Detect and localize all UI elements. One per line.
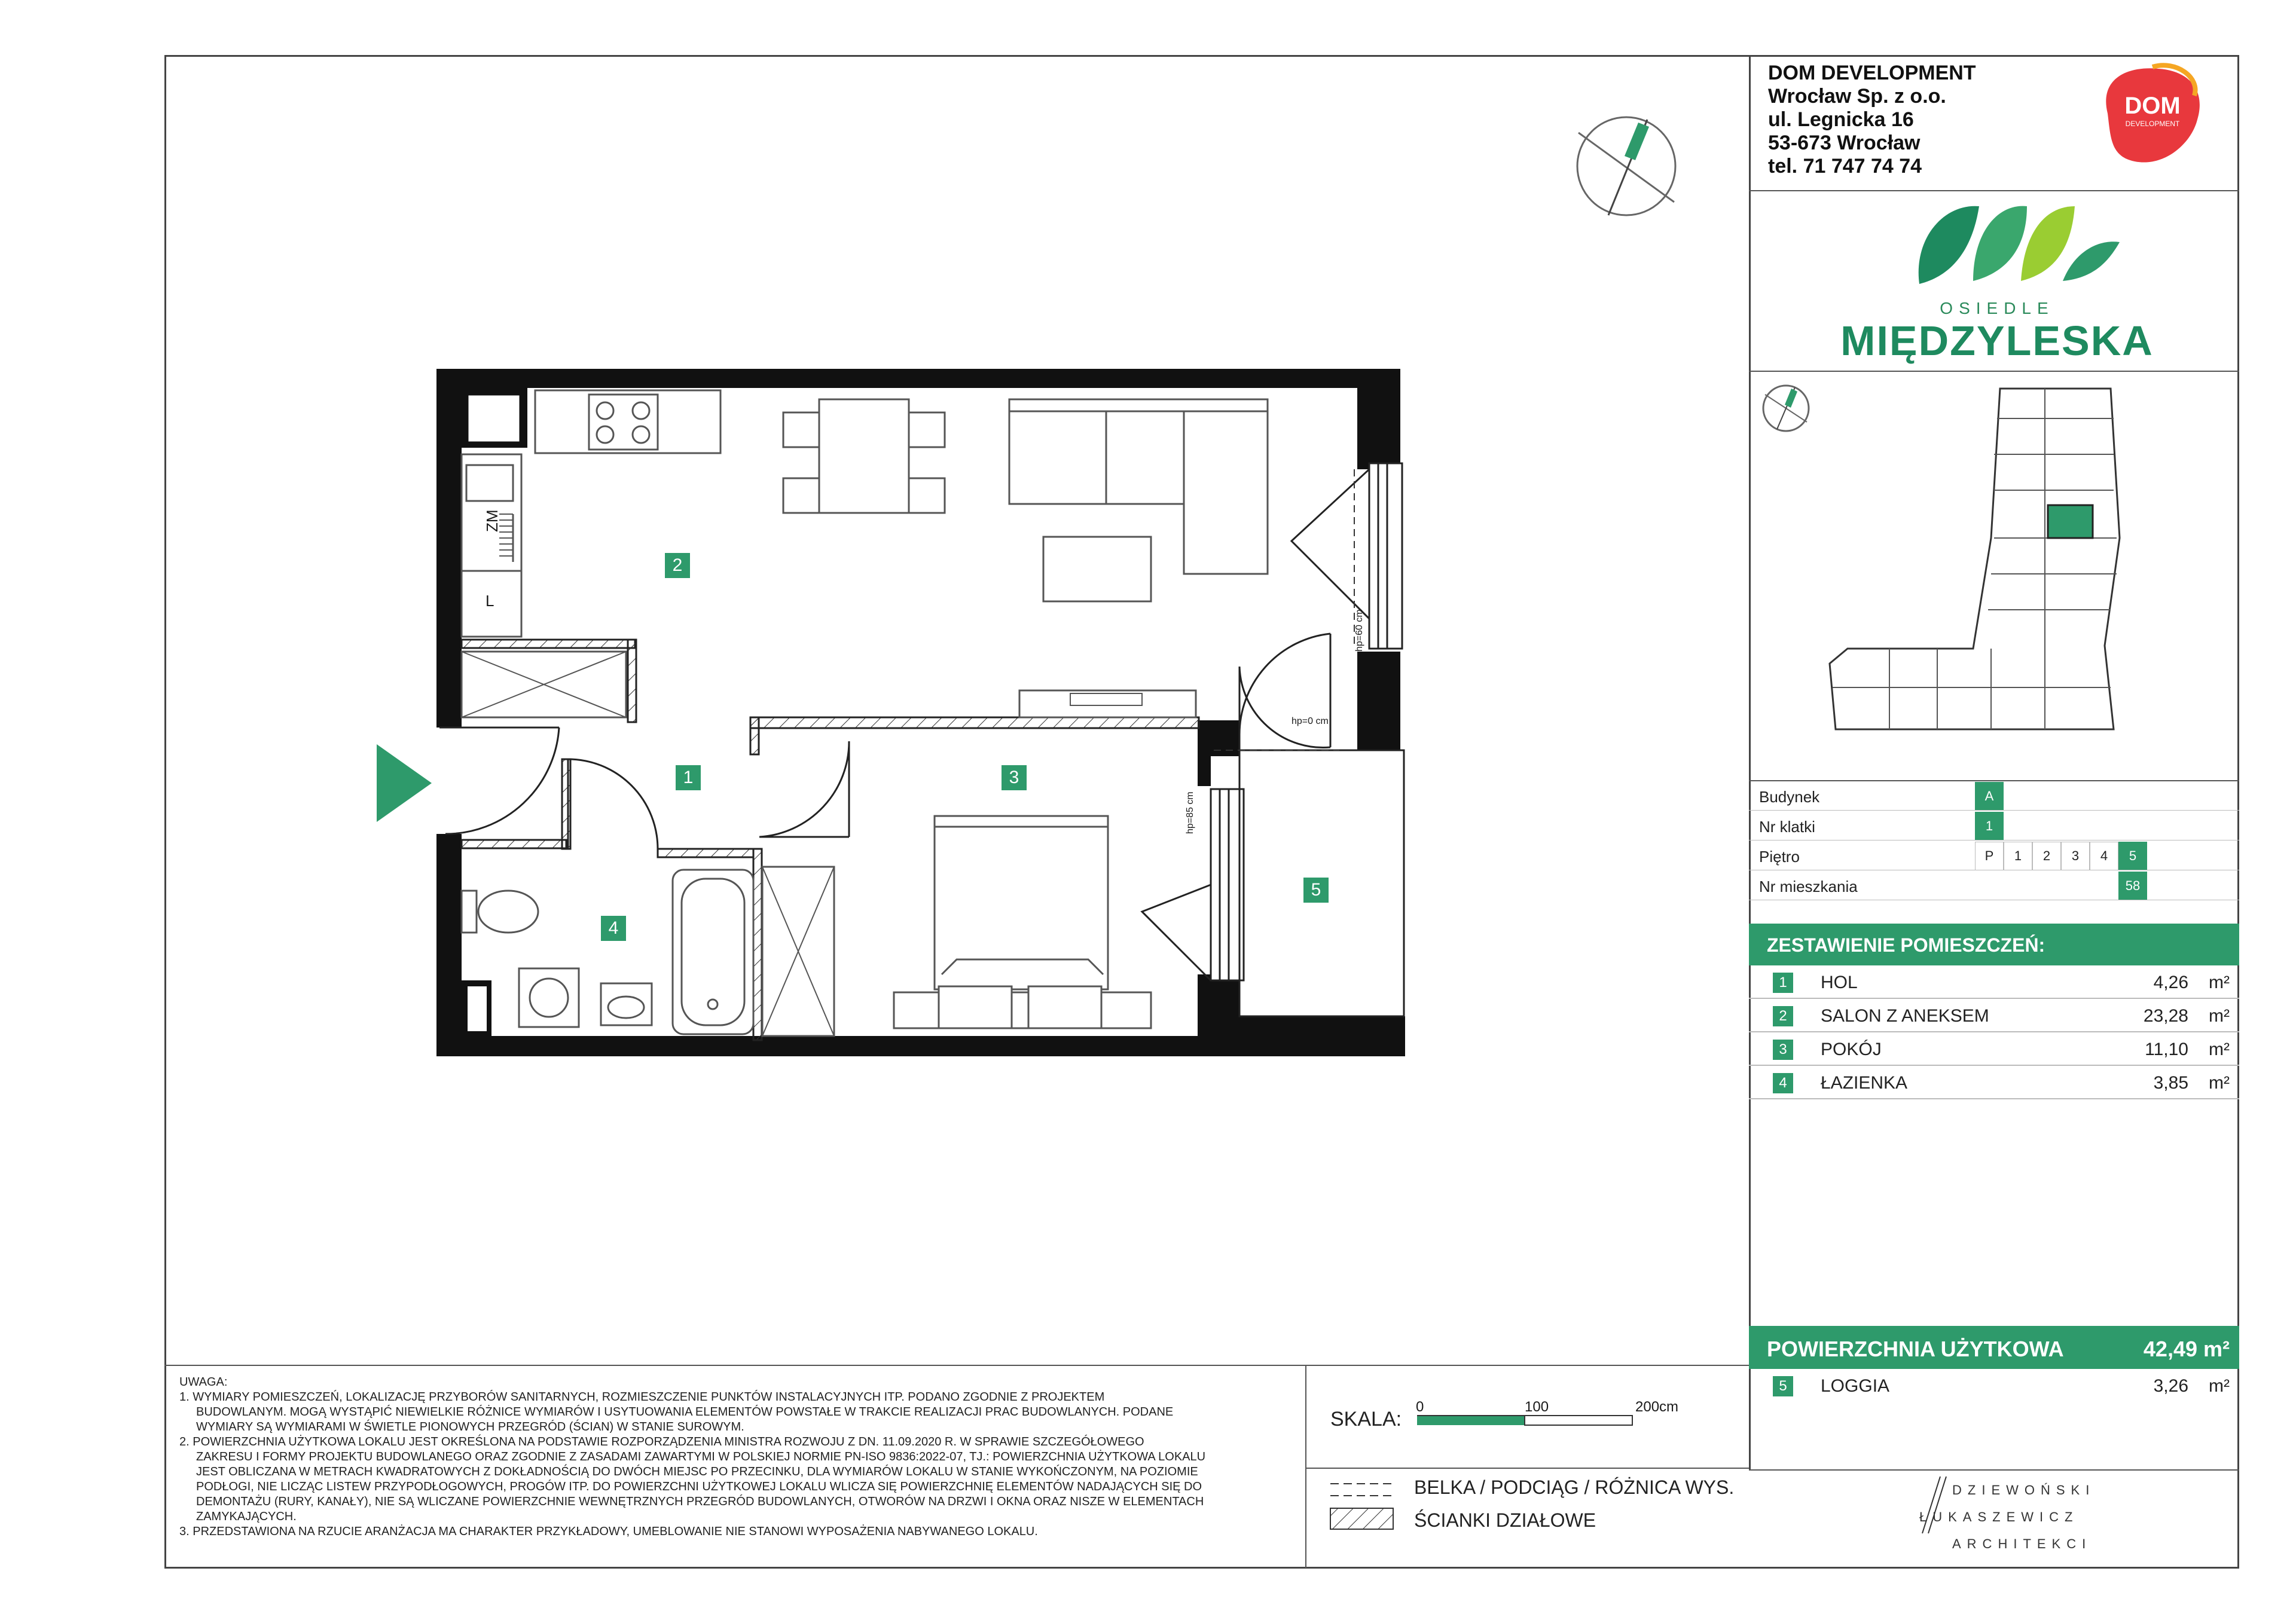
notes-line: ZAKRESU I FORMY PROJEKTU BUDOWLANEGO ORAZ ZGODNIE Z ZASADAMI ZAWARTYMI W POLSKIEJ NORMIE PN-ISO 9836:2022-07, TJ.: POWIERZCHNIA UŻYTKOWA LOKALU [196, 1450, 1206, 1463]
floor-cell: 4 [2090, 842, 2118, 870]
partition-hall-bath [462, 840, 566, 848]
room-num: 3 [1773, 1040, 1793, 1060]
floor-cell: 3 [2061, 842, 2090, 870]
notes-line: BUDOWLANYM. MOGĄ WYSTĄPIĆ NIEWIELKIE RÓŻNICE WYMIARÓW I USYTUOWANIA ELEMENTÓW POWSTAŁE W TRAKCIE REALIZACJI PRAC BUDOWLANYCH. PODANE [196, 1405, 1174, 1419]
notes-line: 1. WYMIARY POMIESZCZEŃ, LOKALIZACJĘ PRZYBORÓW SANITARNYCH, ROZMIESZCZENIE PUNKTÓW INSTALACYJNYCH ITP. PODANO ZGODNIE Z PROJEKTEM [179, 1390, 1105, 1404]
wall-pier-3 [1198, 756, 1211, 786]
dining-table [819, 399, 909, 513]
room-tag-4: 4 [601, 916, 626, 941]
total-area-value: 42,49 m² [2143, 1337, 2230, 1361]
total-area-label: POWIERZCHNIA UŻYTKOWA [1767, 1337, 2064, 1361]
partition-stub [750, 717, 759, 754]
floor-cell: 2 [2032, 842, 2061, 870]
staircase-value: 1 [1975, 812, 2004, 840]
compass-small-icon [1763, 386, 1809, 431]
room-row [1749, 1032, 2239, 1066]
wall-loggia-bottom [1238, 1016, 1405, 1056]
building-label: Budynek [1759, 788, 1820, 806]
wall-right-2 [1357, 652, 1400, 750]
scale-tick: 0 [1416, 1399, 1424, 1415]
floor-cell-selected: 5 [2118, 842, 2147, 870]
scale-tick: 200cm [1635, 1399, 1679, 1415]
wall-right-1 [1357, 369, 1400, 469]
room-unit: m² [2209, 1073, 2230, 1093]
total-area-bar [1749, 1326, 2239, 1369]
dom-logo-text: DOM [2124, 93, 2181, 119]
notes [179, 1375, 1297, 1539]
room-row [1749, 965, 2239, 999]
room-area: 23,28 [2143, 1006, 2188, 1026]
bottom-divider [164, 1365, 1749, 1366]
height-note: hp=85 cm [1185, 791, 1195, 834]
divider [1305, 1468, 1749, 1469]
notes-title: UWAGA: [179, 1376, 228, 1389]
partition-bath-top [658, 849, 753, 857]
toilet-tank [462, 891, 477, 933]
building-key-plan [1830, 389, 2120, 729]
partition-kitchen-v [628, 640, 636, 722]
bed [894, 816, 1151, 1028]
room-unit: m² [2209, 1040, 2230, 1059]
kitchen-label-zm: ZM [483, 509, 501, 532]
room-tag-2: 2 [665, 553, 690, 578]
room-area: 3,85 [2153, 1073, 2188, 1093]
notes-line: 2. POWIERZCHNIA UŻYTKOWA LOKALU JEST OKREŚLONA NA PODSTAWIE ROZPORZĄDZENIA MINISTRA ROZWOJU Z DN. 11.09.2020 R. W SPRAWIE SZCZEGÓŁOWEGO [179, 1435, 1144, 1448]
chair [909, 412, 945, 447]
window-living [1369, 463, 1402, 649]
kitchen-label-l: L [486, 592, 494, 610]
company-info [1768, 62, 1976, 178]
height-note: hp=0 cm [1292, 716, 1329, 726]
company-city: 53-673 Wrocław [1768, 132, 1921, 154]
room-tag-5: 5 [1303, 878, 1329, 903]
scale-bar [1417, 1416, 1632, 1425]
divider [1749, 780, 2239, 781]
legend-partitions: ŚCIANKI DZIAŁOWE [1414, 1509, 1596, 1531]
room-area: 3,26 [2153, 1376, 2188, 1396]
company-branch: Wrocław Sp. z o.o. [1768, 85, 1946, 108]
room-row [1749, 1066, 2239, 1099]
washing-machine [519, 968, 579, 1027]
height-note: hp=60 cm [1354, 609, 1364, 652]
building-value: A [1975, 782, 2004, 811]
rooms-summary-title: ZESTAWIENIE POMIESZCZEŃ: [1767, 934, 2045, 956]
room-name: POKÓJ [1821, 1040, 1882, 1059]
chair [783, 478, 819, 513]
wall-left-lower [436, 834, 462, 1056]
company-phone: tel. 71 747 74 74 [1768, 155, 1922, 178]
legend-symbols [1330, 1484, 1393, 1529]
chair [783, 412, 819, 447]
room-name: LOGGIA [1821, 1376, 1890, 1396]
room-row [1749, 999, 2239, 1032]
room-area: 11,10 [2145, 1040, 2188, 1059]
room-name: SALON Z ANEKSEM [1821, 1006, 1989, 1026]
apartment-label: Nr mieszkania [1759, 878, 1858, 895]
wall-left-upper [436, 369, 462, 728]
floor-label: Piętro [1759, 848, 1800, 866]
architect-line2: ŁUKASZEWICZ [1919, 1509, 2079, 1524]
brand-subtitle: OSIEDLE [1940, 299, 2054, 317]
rooms-summary-header [1749, 924, 2239, 965]
room-unit: m² [2209, 1376, 2230, 1396]
room-num: 4 [1773, 1073, 1793, 1093]
notes-line: JEST OBLICZANA W METRACH KWADRATOWYCH Z DOKŁADNOŚCIĄ DO DWÓCH MIEJSC PO PRZECINKU, DLA WYMIARÓW LOKALU W STANIE WYKOŃCZONYM, NA POZIOMIE [196, 1465, 1198, 1478]
grid-line [1749, 810, 2239, 811]
room-unit: m² [2209, 1006, 2230, 1026]
architect-line3: ARCHITEKCI [1952, 1536, 2092, 1551]
divider [1749, 371, 2239, 372]
room-unit: m² [2209, 973, 2230, 992]
company-street: ul. Legnicka 16 [1768, 108, 1914, 131]
compass-icon [1577, 117, 1675, 215]
wall-top [436, 369, 1399, 388]
company-name: DOM DEVELOPMENT [1768, 62, 1976, 84]
apartment-value: 58 [2118, 872, 2147, 900]
legend-beam: BELKA / PODCIĄG / RÓŻNICA WYS. [1414, 1477, 1735, 1498]
room-tag-3: 3 [1002, 765, 1027, 790]
coffee-table [1043, 537, 1151, 601]
brand-leaf-icon [1919, 206, 2120, 284]
partition-kitchen [462, 640, 635, 648]
toilet [478, 891, 538, 933]
room-area: 4,26 [2153, 973, 2188, 992]
notes-line: 3. PRZEDSTAWIONA NA RZUCIE ARANŻACJA MA CHARAKTER PRZYKŁADOWY, UMEBLOWANIE NIE STANOWI WYPOSAŻENIA NABYWANEGO LOKALU. [179, 1525, 1038, 1538]
room-num: 1 [1773, 973, 1793, 993]
notes-line: WYMIARY SĄ WYMIARAMI W ŚWIETLE PIONOWYCH PRZEGRÓD (ŚCIAN) W STANIE SUROWYM. [196, 1420, 744, 1434]
notes-line: DEMONTAŻU (RURY, KANAŁY), NIE SĄ WLICZANE POWIERZCHNIE WEWNĘTRZNYCH PRZEGRÓD BUDOWLANYCH, OTWORÓW NA DRZWI I OKNA ORAZ NISZE W ELEMENTACH [196, 1495, 1204, 1508]
floor-cell: P [1975, 842, 2004, 870]
dom-logo-subtext: DEVELOPMENT [2125, 120, 2180, 128]
architect-line1: DZIEWOŃSKI [1952, 1483, 2096, 1497]
brand-name: MIĘDZYLESKA [1840, 317, 2154, 364]
room-num: 5 [1773, 1376, 1793, 1396]
partition-bath-v [562, 759, 570, 849]
partition-living-bedroom [750, 717, 1199, 728]
notes-line: ZAMYKAJĄCYCH. [196, 1510, 297, 1523]
divider [1749, 190, 2239, 191]
room-tag-1: 1 [676, 765, 701, 790]
scale-label: SKALA: [1330, 1408, 1402, 1431]
room-name: ŁAZIENKA [1821, 1073, 1908, 1093]
room-num: 2 [1773, 1006, 1793, 1026]
bottom-vertical-divider [1305, 1365, 1306, 1568]
staircase-label: Nr klatki [1759, 818, 1815, 836]
wall-pier-2 [1198, 974, 1239, 1056]
loggia-row [1749, 1369, 2239, 1402]
floor-cell: 1 [2004, 842, 2032, 870]
partition-bath-bedroom [753, 849, 762, 1040]
room-name: HOL [1821, 973, 1858, 992]
scale-tick: 100 [1525, 1399, 1549, 1415]
chair [909, 478, 945, 513]
divider [1749, 1469, 2239, 1471]
notes-line: PODŁOGI, NIE LICZĄC LISTEW PRZYPODŁOGOWYCH, PROGÓW ITP. DO POWIERZCHNI UŻYTKOWEJ LOKALU WLICZA SIĘ POWIERZCHNIĘ ELEMENTÓW NADAJĄCYCH SIĘ DO [196, 1480, 1202, 1493]
entrance-arrow-icon [377, 744, 432, 822]
sink [466, 465, 513, 501]
